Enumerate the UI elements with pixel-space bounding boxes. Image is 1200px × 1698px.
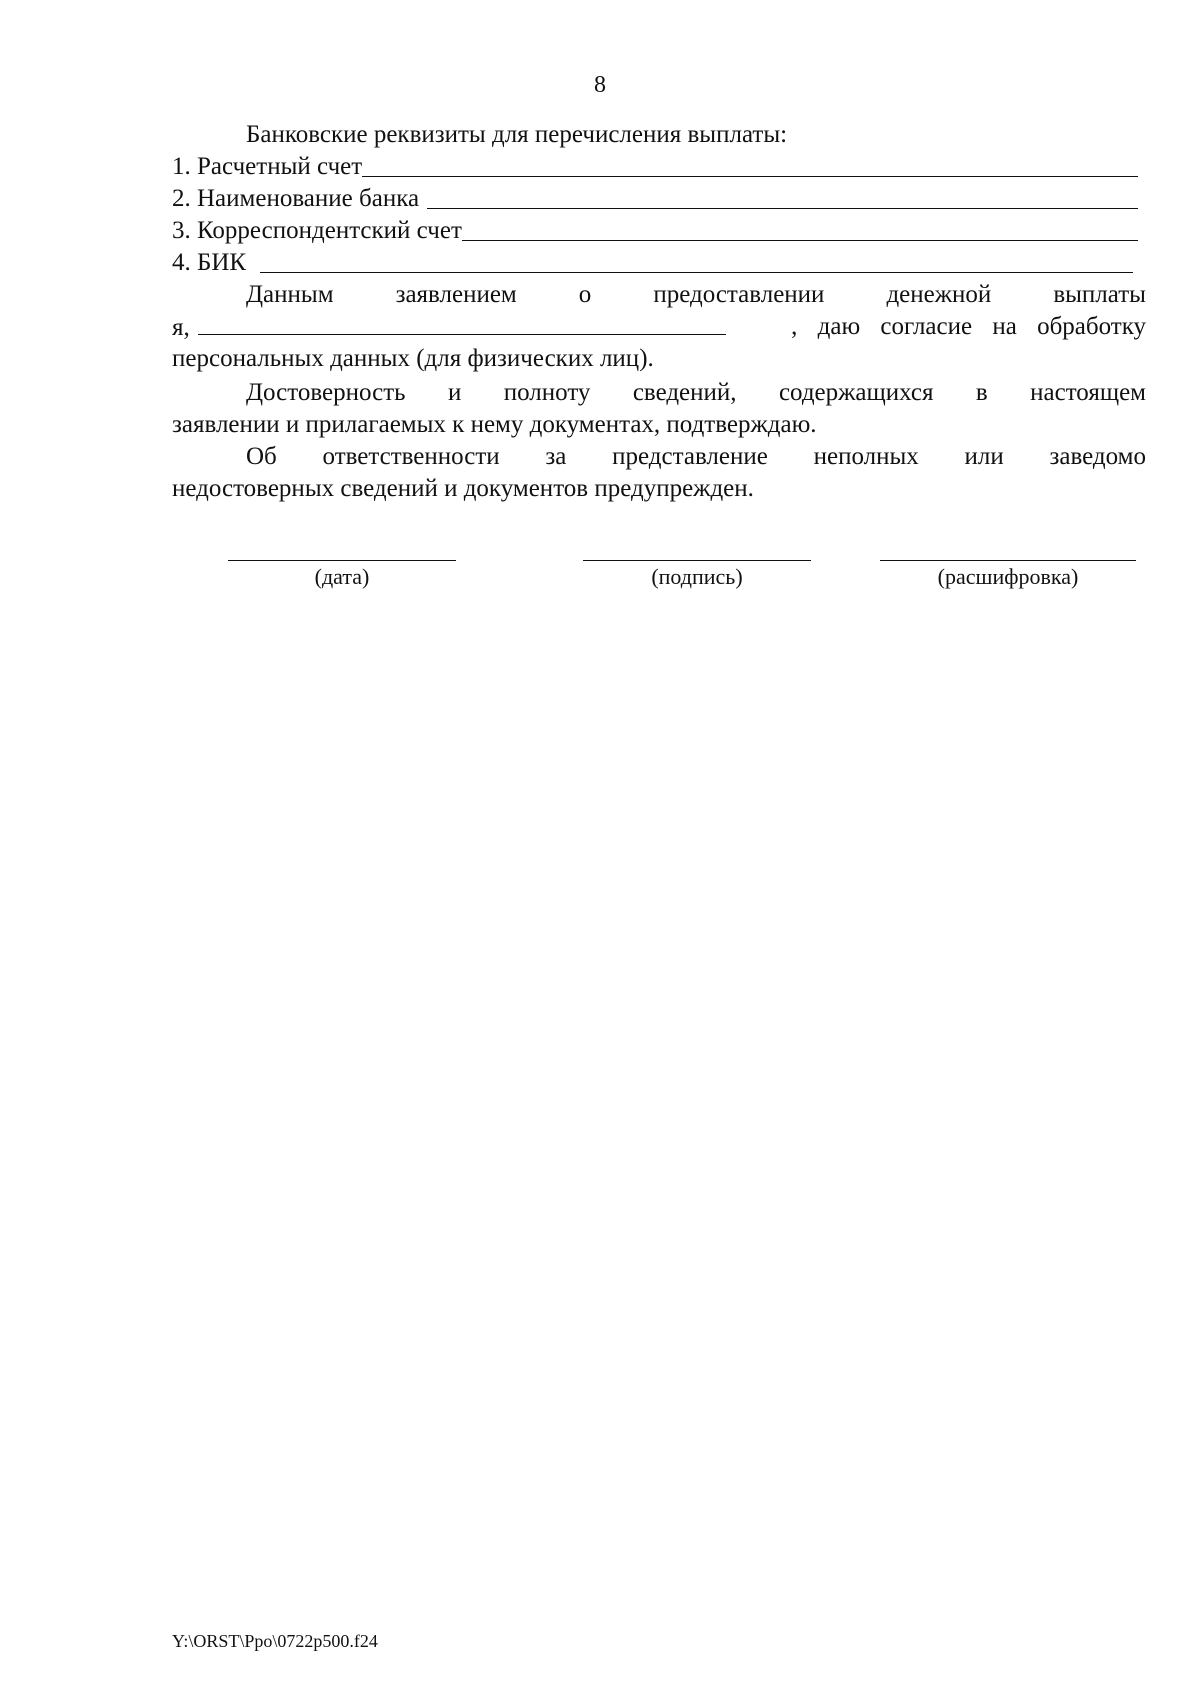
word: о (578, 281, 592, 308)
reliability-line-1: Достоверность и полноту сведений, содержащихся в настоящем (246, 379, 1146, 406)
consent-line-2 (172, 312, 1146, 343)
field-label: 1. Расчетный счет (172, 153, 363, 180)
date-caption: (дата) (314, 564, 370, 589)
consent-line-1 (246, 280, 1146, 310)
word: заявлением (395, 281, 517, 308)
consent-suffix: , даю согласие на обработку (791, 313, 1146, 340)
footer-file-path: Y:\ORST\Ppo\0722p500.f24 (172, 1631, 378, 1651)
date-line[interactable] (228, 560, 456, 561)
decoding-caption: (расшифровка) (937, 564, 1079, 589)
blank-line (427, 208, 1138, 209)
responsibility-line-2: недостоверных сведений и документов предупрежден. (172, 475, 754, 502)
signature-caption: (подпись) (651, 564, 743, 589)
field-label: 2. Наименование банка (172, 185, 420, 212)
name-blank-field[interactable] (198, 312, 726, 335)
field-label: 3. Корреспондентский счет (172, 217, 462, 244)
field-bank-name[interactable] (172, 184, 1138, 214)
word: денежной (886, 281, 992, 308)
page-number: 8 (594, 72, 606, 98)
blank-line (362, 176, 1138, 177)
field-settlement-account[interactable] (172, 152, 1138, 182)
word: Данным (246, 281, 334, 308)
consent-prefix: я, (172, 314, 190, 341)
word: предоставлении (653, 281, 825, 308)
field-label: 4. БИК (172, 249, 247, 276)
consent-line-3: персональных данных (для физических лиц). (172, 345, 654, 372)
decoding-line[interactable] (880, 560, 1136, 561)
signature-line[interactable] (583, 560, 811, 561)
bank-details-heading: Банковские реквизиты для перечисления выплаты: (246, 121, 788, 148)
reliability-line-2: заявлении и прилагаемых к нему документах, подтверждаю. (172, 411, 817, 438)
word: выплаты (1053, 281, 1146, 308)
field-bik[interactable] (172, 248, 1133, 278)
responsibility-line-1: Об ответственности за представление неполных или заведомо (246, 443, 1146, 470)
field-correspondent-account[interactable] (172, 216, 1138, 246)
blank-line (260, 272, 1133, 273)
blank-line (462, 240, 1138, 241)
